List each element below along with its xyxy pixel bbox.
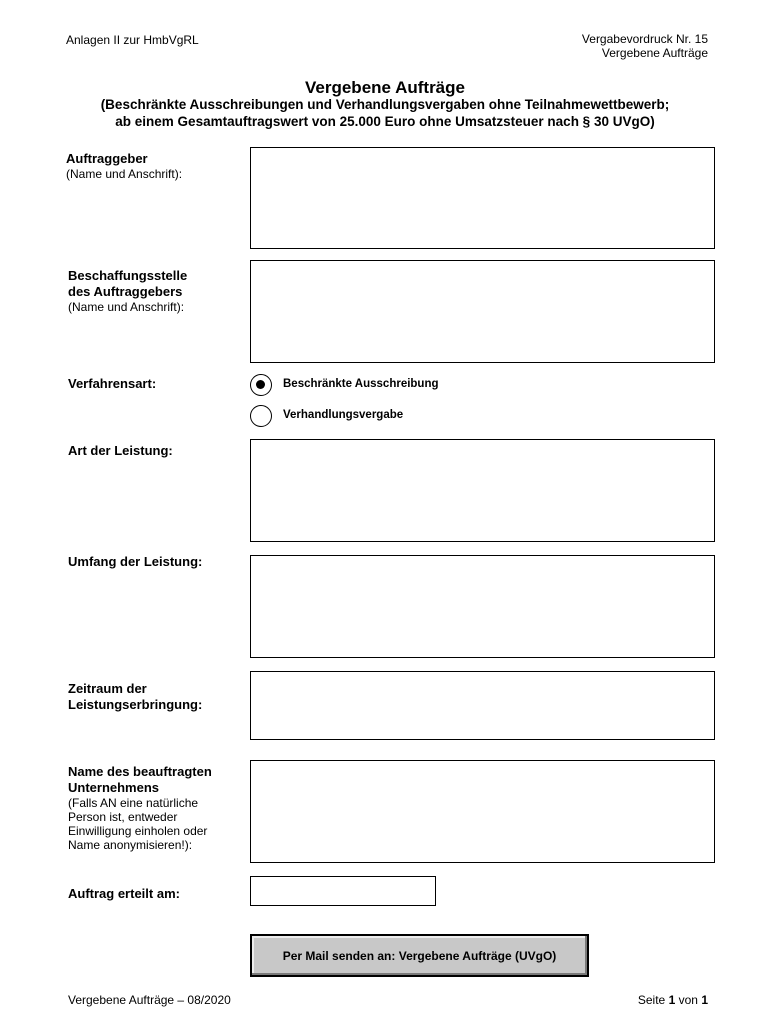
zeitraum-field[interactable] bbox=[250, 671, 715, 740]
radio-selected-dot bbox=[256, 380, 265, 389]
unternehmen-label-line-2: Unternehmens bbox=[68, 780, 160, 795]
subtitle-line-1: (Beschränkte Ausschreibungen und Verhandlungsvergaben ohne Teilnahmewettbewerb; bbox=[100, 97, 670, 112]
unternehmen-note-line-2: Person ist, entweder bbox=[68, 810, 178, 824]
unternehmen-label-line-1: Name des beauftragten bbox=[68, 764, 212, 779]
header-right-text bbox=[582, 32, 708, 60]
beschaffungsstelle-label-line-1: Beschaffungsstelle bbox=[68, 268, 188, 283]
page-title: Vergebene Aufträge bbox=[305, 78, 465, 97]
send-mail-button[interactable] bbox=[250, 934, 589, 977]
page-number bbox=[638, 993, 708, 1007]
page-current: 1 bbox=[668, 993, 676, 1007]
header-left-text: Anlagen II zur HmbVgRL bbox=[66, 33, 199, 47]
unternehmen-note-line-3: Einwilligung einholen oder bbox=[68, 824, 208, 838]
unternehmen-label-group bbox=[68, 764, 212, 852]
auftraggeber-field[interactable] bbox=[250, 147, 715, 249]
header-form-number: Vergabevordruck Nr. 15 bbox=[581, 32, 708, 46]
beschaffungsstelle-label-group bbox=[68, 268, 187, 314]
radio-label-beschraenkte-ausschreibung: Beschränkte Ausschreibung bbox=[283, 378, 439, 390]
unternehmen-note-line-4: Name anonymisieren!): bbox=[68, 838, 193, 852]
beschaffungsstelle-field[interactable] bbox=[250, 260, 715, 363]
zeitraum-label-line-2: Leistungserbringung: bbox=[68, 697, 203, 712]
send-mail-button-label: Per Mail senden an: Vergebene Aufträge (UVgO) bbox=[282, 948, 557, 963]
unternehmen-field[interactable] bbox=[250, 760, 715, 863]
header-form-name: Vergebene Aufträge bbox=[601, 46, 708, 60]
auftrag-erteilt-label: Auftrag erteilt am: bbox=[68, 886, 180, 901]
radio-verhandlungsvergabe[interactable] bbox=[250, 405, 272, 427]
beschaffungsstelle-note: (Name und Anschrift): bbox=[68, 300, 185, 314]
subtitle-line-2: ab einem Gesamtauftragswert von 25.000 Euro ohne Umsatzsteuer nach § 30 UVgO) bbox=[115, 114, 655, 129]
footer-left-text: Vergebene Aufträge – 08/2020 bbox=[68, 993, 231, 1007]
zeitraum-label-group bbox=[68, 681, 202, 713]
umfang-der-leistung-label: Umfang der Leistung: bbox=[68, 554, 203, 569]
beschaffungsstelle-label-line-2: des Auftraggebers bbox=[68, 284, 183, 299]
unternehmen-note-line-1: (Falls AN eine natürliche bbox=[68, 796, 199, 810]
auftraggeber-label-group bbox=[66, 151, 182, 181]
auftraggeber-label: Auftraggeber bbox=[66, 151, 148, 166]
page-sep: von bbox=[678, 993, 698, 1007]
verfahrensart-label: Verfahrensart: bbox=[68, 376, 157, 391]
art-der-leistung-field[interactable] bbox=[250, 439, 715, 542]
page-total: 1 bbox=[701, 993, 708, 1007]
auftraggeber-note: (Name und Anschrift): bbox=[66, 167, 183, 181]
auftrag-erteilt-date-field[interactable] bbox=[250, 876, 436, 906]
page-subtitle bbox=[0, 96, 770, 130]
umfang-der-leistung-field[interactable] bbox=[250, 555, 715, 658]
zeitraum-label-line-1: Zeitraum der bbox=[68, 681, 147, 696]
page-prefix: Seite bbox=[637, 993, 666, 1007]
radio-label-verhandlungsvergabe: Verhandlungsvergabe bbox=[283, 409, 404, 421]
radio-beschraenkte-ausschreibung[interactable] bbox=[250, 374, 272, 396]
art-der-leistung-label: Art der Leistung: bbox=[68, 443, 173, 458]
